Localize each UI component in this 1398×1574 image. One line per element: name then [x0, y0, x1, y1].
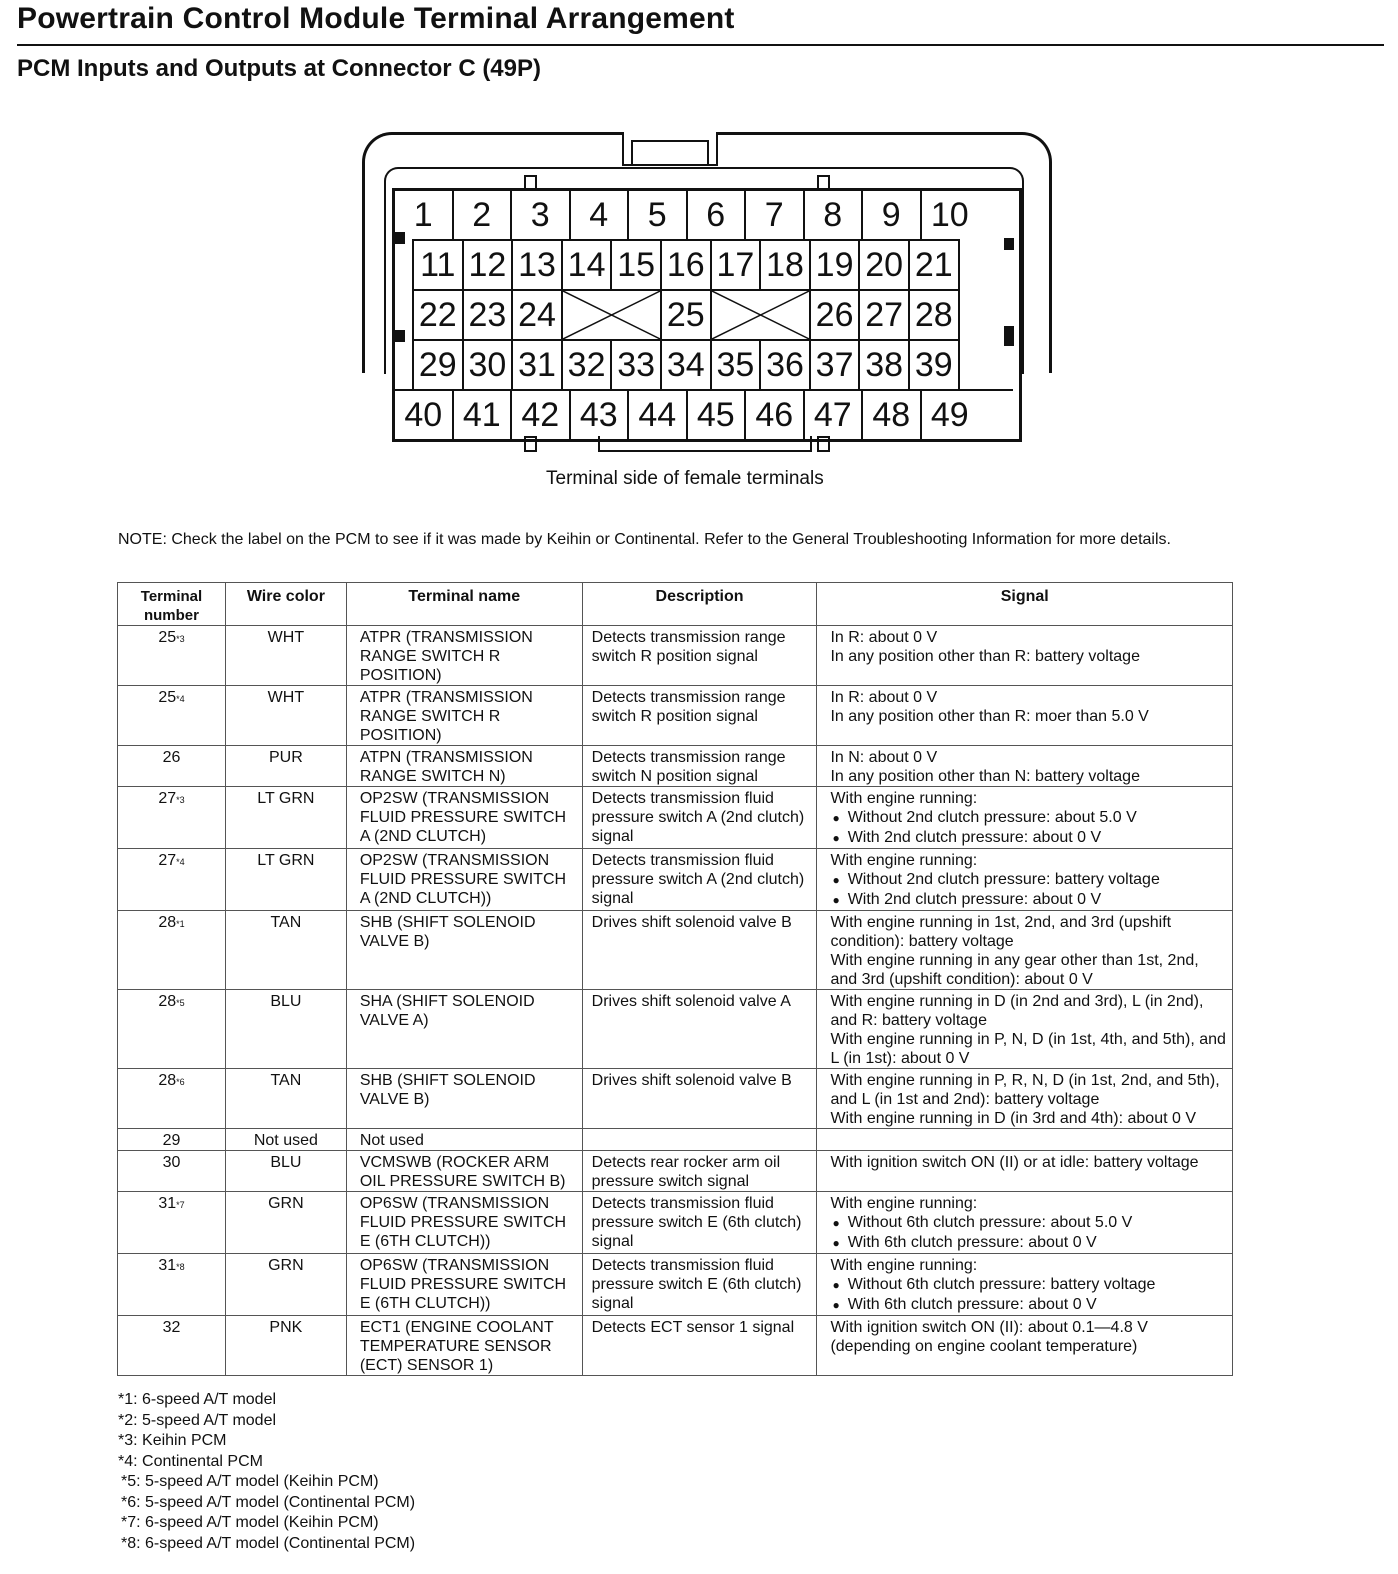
wire-color-cell: BLU: [225, 990, 346, 1069]
table-row: [118, 990, 1233, 1069]
terminal-25: 25: [662, 291, 712, 341]
signal-cell: [817, 746, 1233, 787]
terminal-27: 27: [860, 291, 910, 341]
signal-line: ● Without 6th clutch pressure: about 5.0 V: [830, 1213, 1226, 1233]
terminal-23: 23: [464, 291, 514, 341]
footnote-item: *8: 6-speed A/T model (Continental PCM): [121, 1534, 416, 1552]
terminal-number: 31: [158, 1257, 177, 1274]
table-row: [118, 1069, 1233, 1129]
terminal-number-cell: [118, 1192, 226, 1254]
terminal-6: 6: [688, 191, 747, 241]
cross-icon: [712, 291, 809, 339]
terminal-41: 41: [454, 391, 513, 441]
terminal-5: 5: [629, 191, 688, 241]
connector-latch-inner: [631, 140, 709, 166]
header-description: Description: [582, 583, 817, 626]
terminal-14: 14: [563, 241, 613, 291]
signal-line: ● Without 2nd clutch pressure: battery voltage: [830, 870, 1226, 890]
signal-line: With engine running in D (in 2nd and 3rd), L (in 2nd), and R: battery voltage: [830, 993, 1204, 1029]
footnote-ref: *1: [176, 919, 185, 929]
terminal-number: 28: [158, 993, 177, 1010]
wire-color-cell: LT GRN: [225, 787, 346, 849]
footnote-item: *4: Continental PCM: [118, 1452, 263, 1470]
signal-line: With engine running in P, N, D (in 1st, 4th, and 5th), and L (in 1st): about 0 V: [830, 1031, 1226, 1067]
terminal-number-cell: [118, 1151, 226, 1192]
wire-color-cell: GRN: [225, 1192, 346, 1254]
terminal-48: 48: [863, 391, 922, 441]
terminal-8: 8: [805, 191, 864, 241]
wire-color-cell: TAN: [225, 911, 346, 990]
table-row: [118, 1316, 1233, 1376]
signal-line: With engine running in 1st, 2nd, and 3rd (upshift condition): battery voltage: [830, 914, 1172, 950]
terminal-13: 13: [513, 241, 563, 291]
terminal-number: 29: [162, 1132, 181, 1149]
header-terminal-number: Terminal number: [118, 583, 226, 626]
terminal-38: 38: [860, 341, 910, 391]
terminal-20: 20: [860, 241, 910, 291]
terminal-name-cell: OP6SW (TRANSMISSION FLUID PRESSURE SWITCH E (6TH CLUTCH)): [346, 1254, 582, 1316]
terminal-name-cell: Not used: [346, 1129, 582, 1151]
header-wire-color: Wire color: [225, 583, 346, 626]
terminal-47: 47: [805, 391, 864, 441]
signal-line: With engine running:: [830, 852, 978, 869]
description-cell: Detects transmission range switch R position signal: [582, 686, 817, 746]
blank-terminal-cross: [563, 291, 662, 341]
signal-line: With engine running:: [830, 1257, 978, 1274]
terminal-16: 16: [662, 241, 712, 291]
connector-diagram: [362, 132, 1052, 457]
terminal-40: 40: [395, 391, 454, 441]
footnote-item: *3: Keihin PCM: [118, 1432, 227, 1449]
terminal-number: 28: [158, 914, 177, 931]
table-row: [118, 1129, 1233, 1151]
description-cell: Detects ECT sensor 1 signal: [582, 1316, 817, 1376]
wire-color-cell: GRN: [225, 1254, 346, 1316]
terminal-42: 42: [512, 391, 571, 441]
terminal-number-cell: [118, 746, 226, 787]
footnote-item: *2: 5-speed A/T model: [118, 1411, 277, 1429]
signal-line: With ignition switch ON (II) or at idle: battery voltage: [830, 1154, 1199, 1171]
terminal-grid-edge: [412, 239, 414, 391]
terminal-46: 46: [746, 391, 805, 441]
terminal-number-cell: [118, 1254, 226, 1316]
signal-line: With ignition switch ON (II): about 0.1—4.8 V (depending on engine coolant temperature): [830, 1319, 1148, 1355]
footnote-ref: *7: [176, 1200, 185, 1210]
terminal-number-cell: [118, 626, 226, 686]
terminal-28: 28: [910, 291, 960, 341]
table-row: [118, 1192, 1233, 1254]
signal-cell: [817, 990, 1233, 1069]
terminal-29: 29: [414, 341, 464, 391]
table-row: [118, 746, 1233, 787]
footnote-ref: *8: [176, 1262, 185, 1272]
table-header-row: [118, 583, 1233, 626]
signal-cell: [817, 1069, 1233, 1129]
description-cell: Detects transmission fluid pressure switch E (6th clutch) signal: [582, 1254, 817, 1316]
terminal-number-cell: [118, 849, 226, 911]
header-terminal-name: Terminal name: [346, 583, 582, 626]
terminal-3: 3: [512, 191, 571, 241]
signal-line: ● Without 2nd clutch pressure: about 5.0 V: [830, 808, 1226, 828]
signal-line: In any position other than R: moer than 5.0 V: [830, 708, 1149, 725]
table-row: [118, 1254, 1233, 1316]
footnote-item: *5: 5-speed A/T model (Keihin PCM): [121, 1473, 379, 1490]
description-cell: Drives shift solenoid valve B: [582, 911, 817, 990]
terminal-name-cell: SHB (SHIFT SOLENOID VALVE B): [346, 911, 582, 990]
terminal-2: 2: [454, 191, 513, 241]
terminal-number-cell: [118, 990, 226, 1069]
terminal-33: 33: [612, 341, 662, 391]
signal-cell: [817, 1254, 1233, 1316]
signal-line: ● With 2nd clutch pressure: about 0 V: [830, 828, 1226, 848]
terminal-number-cell: [118, 1129, 226, 1151]
terminal-name-cell: ATPN (TRANSMISSION RANGE SWITCH N): [346, 746, 582, 787]
footnote-ref: *5: [176, 998, 185, 1008]
terminal-table: [117, 582, 1233, 1376]
terminal-name-cell: ATPR (TRANSMISSION RANGE SWITCH R POSITION): [346, 686, 582, 746]
signal-line: ● Without 6th clutch pressure: battery voltage: [830, 1275, 1226, 1295]
terminal-name-cell: SHA (SHIFT SOLENOID VALVE A): [346, 990, 582, 1069]
terminal-number: 27: [158, 790, 177, 807]
terminal-37: 37: [811, 341, 861, 391]
terminal-22: 22: [414, 291, 464, 341]
terminal-24: 24: [513, 291, 563, 341]
terminal-26: 26: [811, 291, 861, 341]
wire-color-cell: WHT: [225, 686, 346, 746]
signal-line: With engine running in any gear other than 1st, 2nd, and 3rd (upshift condition): about 0 V: [830, 952, 1199, 988]
signal-line: In any position other than R: battery voltage: [830, 648, 1140, 665]
wire-color-cell: BLU: [225, 1151, 346, 1192]
signal-line: ● With 6th clutch pressure: about 0 V: [830, 1233, 1226, 1253]
terminal-15: 15: [612, 241, 662, 291]
signal-cell: [817, 849, 1233, 911]
connector-caption: Terminal side of female terminals: [546, 468, 824, 489]
footnote-ref: *3: [176, 795, 185, 805]
signal-line: In N: about 0 V: [830, 749, 938, 766]
signal-line: With engine running in D (in 3rd and 4th): about 0 V: [830, 1110, 1196, 1127]
terminal-18: 18: [761, 241, 811, 291]
table-row: [118, 849, 1233, 911]
signal-line: With engine running in P, R, N, D (in 1st, 2nd, and 5th), and L (in 1st and 2nd): battery voltage: [830, 1072, 1220, 1108]
terminal-35: 35: [712, 341, 762, 391]
wire-color-cell: Not used: [225, 1129, 346, 1151]
terminal-44: 44: [629, 391, 688, 441]
terminal-21: 21: [910, 241, 960, 291]
signal-line: In any position other than N: battery voltage: [830, 768, 1140, 785]
signal-cell: [817, 1316, 1233, 1376]
terminal-19: 19: [811, 241, 861, 291]
terminal-number-cell: [118, 1316, 226, 1376]
wire-color-cell: TAN: [225, 1069, 346, 1129]
terminal-number: 31: [158, 1195, 177, 1212]
footnote-item: *6: 5-speed A/T model (Continental PCM): [121, 1493, 416, 1511]
terminal-name-cell: OP2SW (TRANSMISSION FLUID PRESSURE SWITCH A (2ND CLUTCH): [346, 787, 582, 849]
table-row: [118, 787, 1233, 849]
terminal-number-cell: [118, 911, 226, 990]
terminal-name-cell: ATPR (TRANSMISSION RANGE SWITCH R POSITION): [346, 626, 582, 686]
terminal-36: 36: [761, 341, 811, 391]
terminal-number-cell: [118, 686, 226, 746]
signal-line: In R: about 0 V: [830, 629, 938, 646]
signal-line: With engine running:: [830, 1195, 978, 1212]
description-cell: Drives shift solenoid valve A: [582, 990, 817, 1069]
signal-line: ● With 6th clutch pressure: about 0 V: [830, 1295, 1226, 1315]
terminal-45: 45: [688, 391, 747, 441]
terminal-17: 17: [712, 241, 762, 291]
description-cell: [582, 1129, 817, 1151]
terminal-49: 49: [930, 396, 969, 434]
terminal-32: 32: [563, 341, 613, 391]
terminal-10: 10: [930, 196, 969, 234]
signal-cell: [817, 1151, 1233, 1192]
description-cell: Detects transmission range switch N position signal: [582, 746, 817, 787]
table-row: [118, 911, 1233, 990]
signal-cell: [817, 1129, 1233, 1151]
terminal-number: 28: [158, 1072, 177, 1089]
signal-cell: [817, 911, 1233, 990]
terminal-1: 1: [395, 191, 454, 241]
terminal-34: 34: [662, 341, 712, 391]
terminal-number: 30: [162, 1154, 181, 1171]
signal-cell: [817, 1192, 1233, 1254]
cross-icon: [563, 291, 660, 339]
description-cell: Drives shift solenoid valve B: [582, 1069, 817, 1129]
terminal-12: 12: [464, 241, 514, 291]
footnote-item: *1: 6-speed A/T model: [118, 1391, 277, 1408]
terminal-31: 31: [513, 341, 563, 391]
title-rule: [17, 44, 1384, 46]
description-cell: Detects transmission fluid pressure switch A (2nd clutch) signal: [582, 849, 817, 911]
footnote-ref: *6: [176, 1077, 185, 1087]
wire-color-cell: WHT: [225, 626, 346, 686]
terminal-9: 9: [863, 191, 922, 241]
description-cell: Detects transmission fluid pressure switch A (2nd clutch) signal: [582, 787, 817, 849]
wire-color-cell: LT GRN: [225, 849, 346, 911]
terminal-4: 4: [571, 191, 630, 241]
signal-line: ● With 2nd clutch pressure: about 0 V: [830, 890, 1226, 910]
blank-terminal-cross: [712, 291, 811, 341]
footnote-ref: *4: [176, 694, 185, 704]
header-signal: Signal: [817, 583, 1233, 626]
signal-line: In R: about 0 V: [830, 689, 938, 706]
signal-line: With engine running:: [830, 790, 978, 807]
footnotes: [118, 1390, 415, 1554]
description-cell: Detects transmission range switch R position signal: [582, 626, 817, 686]
terminal-number: 25: [158, 689, 177, 706]
footnote-ref: *3: [176, 634, 185, 644]
page-subtitle: PCM Inputs and Outputs at Connector C (49P): [17, 55, 542, 82]
description-cell: Detects transmission fluid pressure switch E (6th clutch) signal: [582, 1192, 817, 1254]
terminal-name-cell: OP2SW (TRANSMISSION FLUID PRESSURE SWITCH A (2ND CLUTCH)): [346, 849, 582, 911]
table-row: [118, 686, 1233, 746]
terminal-7: 7: [746, 191, 805, 241]
footnote-item: *7: 6-speed A/T model (Keihin PCM): [121, 1514, 379, 1531]
terminal-11: 11: [414, 241, 464, 291]
table-row: [118, 626, 1233, 686]
table-row: [118, 1151, 1233, 1192]
wire-color-cell: PNK: [225, 1316, 346, 1376]
terminal-name-cell: OP6SW (TRANSMISSION FLUID PRESSURE SWITCH E (6TH CLUTCH)): [346, 1192, 582, 1254]
signal-cell: [817, 626, 1233, 686]
terminal-number: 32: [162, 1319, 181, 1336]
terminal-name-cell: SHB (SHIFT SOLENOID VALVE B): [346, 1069, 582, 1129]
terminal-number-cell: [118, 787, 226, 849]
terminal-grid: [392, 188, 1022, 442]
description-cell: Detects rear rocker arm oil pressure switch signal: [582, 1151, 817, 1192]
page-title: Powertrain Control Module Terminal Arrangement: [17, 2, 735, 35]
wire-color-cell: PUR: [225, 746, 346, 787]
note-text: NOTE: Check the label on the PCM to see if it was made by Keihin or Continental. Refer to the General Troubleshooting Information for more details.: [118, 531, 1171, 548]
terminal-number: 27: [158, 852, 177, 869]
terminal-43: 43: [571, 391, 630, 441]
terminal-30: 30: [464, 341, 514, 391]
signal-cell: [817, 787, 1233, 849]
terminal-name-cell: ECT1 (ENGINE COOLANT TEMPERATURE SENSOR (ECT) SENSOR 1): [346, 1316, 582, 1376]
signal-cell: [817, 686, 1233, 746]
terminal-number: 25: [158, 629, 177, 646]
terminal-39: 39: [910, 341, 960, 391]
terminal-name-cell: VCMSWB (ROCKER ARM OIL PRESSURE SWITCH B): [346, 1151, 582, 1192]
terminal-number-cell: [118, 1069, 226, 1129]
footnote-ref: *4: [176, 857, 185, 867]
terminal-number: 26: [162, 749, 181, 766]
